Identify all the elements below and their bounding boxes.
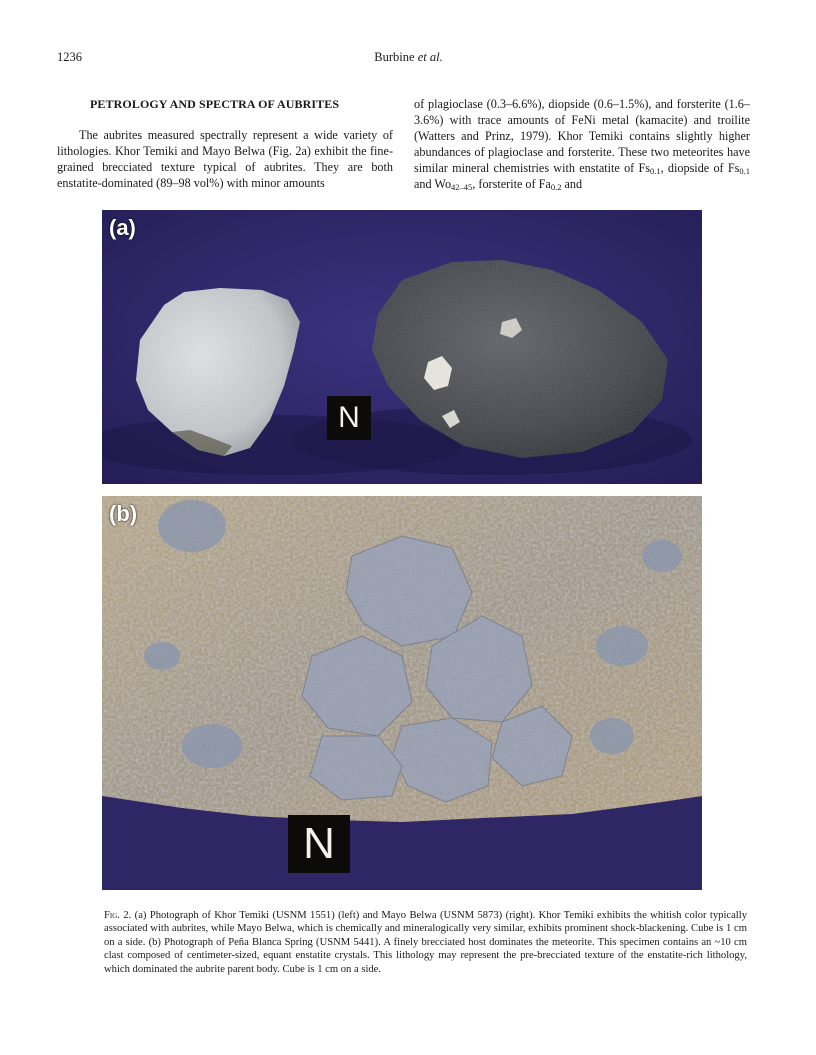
section-heading: PETROLOGY AND SPECTRA OF AUBRITES — [90, 97, 340, 111]
running-head — [57, 50, 760, 65]
right-column — [414, 97, 750, 192]
text-run: of plagioclase (0.3–6.6%), diopside (0.6–1.5%), and forsterite (1.6–3.6%) with trace amounts of FeNi metal (kamacite) and troilite (Watters and Prinz, 1979). Khor Temiki contains slightly higher abundances of plagioclase and forsterite. These two meteorites have similar mineral chemistries with enstatite of Fs — [414, 97, 750, 175]
scale-cube-b: N — [288, 815, 350, 873]
left-column — [57, 97, 393, 192]
figure-caption-label: Fig. 2. — [104, 910, 132, 921]
page-number: 1236 — [57, 50, 82, 64]
subscript: 0.1 — [649, 165, 661, 176]
running-head-authors: Burbine — [374, 50, 415, 64]
subscript: 0.2 — [550, 181, 562, 192]
text-run: , forsterite of Fa — [472, 176, 551, 191]
text-run: and — [561, 176, 583, 191]
figure-2a-photo — [102, 210, 702, 484]
figure-2b-photo-graphic — [102, 496, 702, 890]
subscript: 42–45 — [451, 181, 473, 192]
figure-caption-text: (a) Photograph of Khor Temiki (USNM 1551) (left) and Mayo Belwa (USNM 5873) (right). Khor Temiki exhibits the whitish color typically associated with aubrites, while Mayo Belwa, which is chemically and mineralogically very similar, exhibits prominent shock-blackening. Cube is 1 cm on a side. (b) Photograph of Peña Blanca Spring (USNM 5441). A finely brecciated host dominates the meteorite. This specimen contains an ~10 cm clast composed of centimeter-sized, equant enstatite crystals. This lithology may represent the pre-brecciated texture of the enstatite-rich lithology, which dominated the aubrite parent body. Cube is 1 cm on a side. — [104, 910, 747, 975]
page-header — [57, 50, 760, 68]
left-column-paragraph: The aubrites measured spectrally represent a wide variety of lithologies. Khor Temiki and Mayo Belwa (Fig. 2a) exhibit the fine-grained brecciated texture typical of aubrites. They are both enstatite-dominated (89–98 vol%) with minor amounts — [57, 128, 393, 190]
text-run: and Wo — [414, 176, 452, 191]
figure-2b-photo — [102, 496, 702, 890]
scale-cube-a: N — [327, 396, 371, 440]
panel-b-label: (b) — [109, 501, 138, 526]
figure-2a-photo-graphic — [102, 210, 702, 484]
subscript: 0.1 — [739, 165, 750, 176]
text-run: , diopside of Fs — [660, 160, 740, 175]
running-head-et-al: et al. — [417, 50, 443, 64]
figure-caption — [104, 909, 747, 976]
right-column-paragraph — [414, 97, 750, 192]
panel-a-label: (a) — [109, 215, 136, 240]
